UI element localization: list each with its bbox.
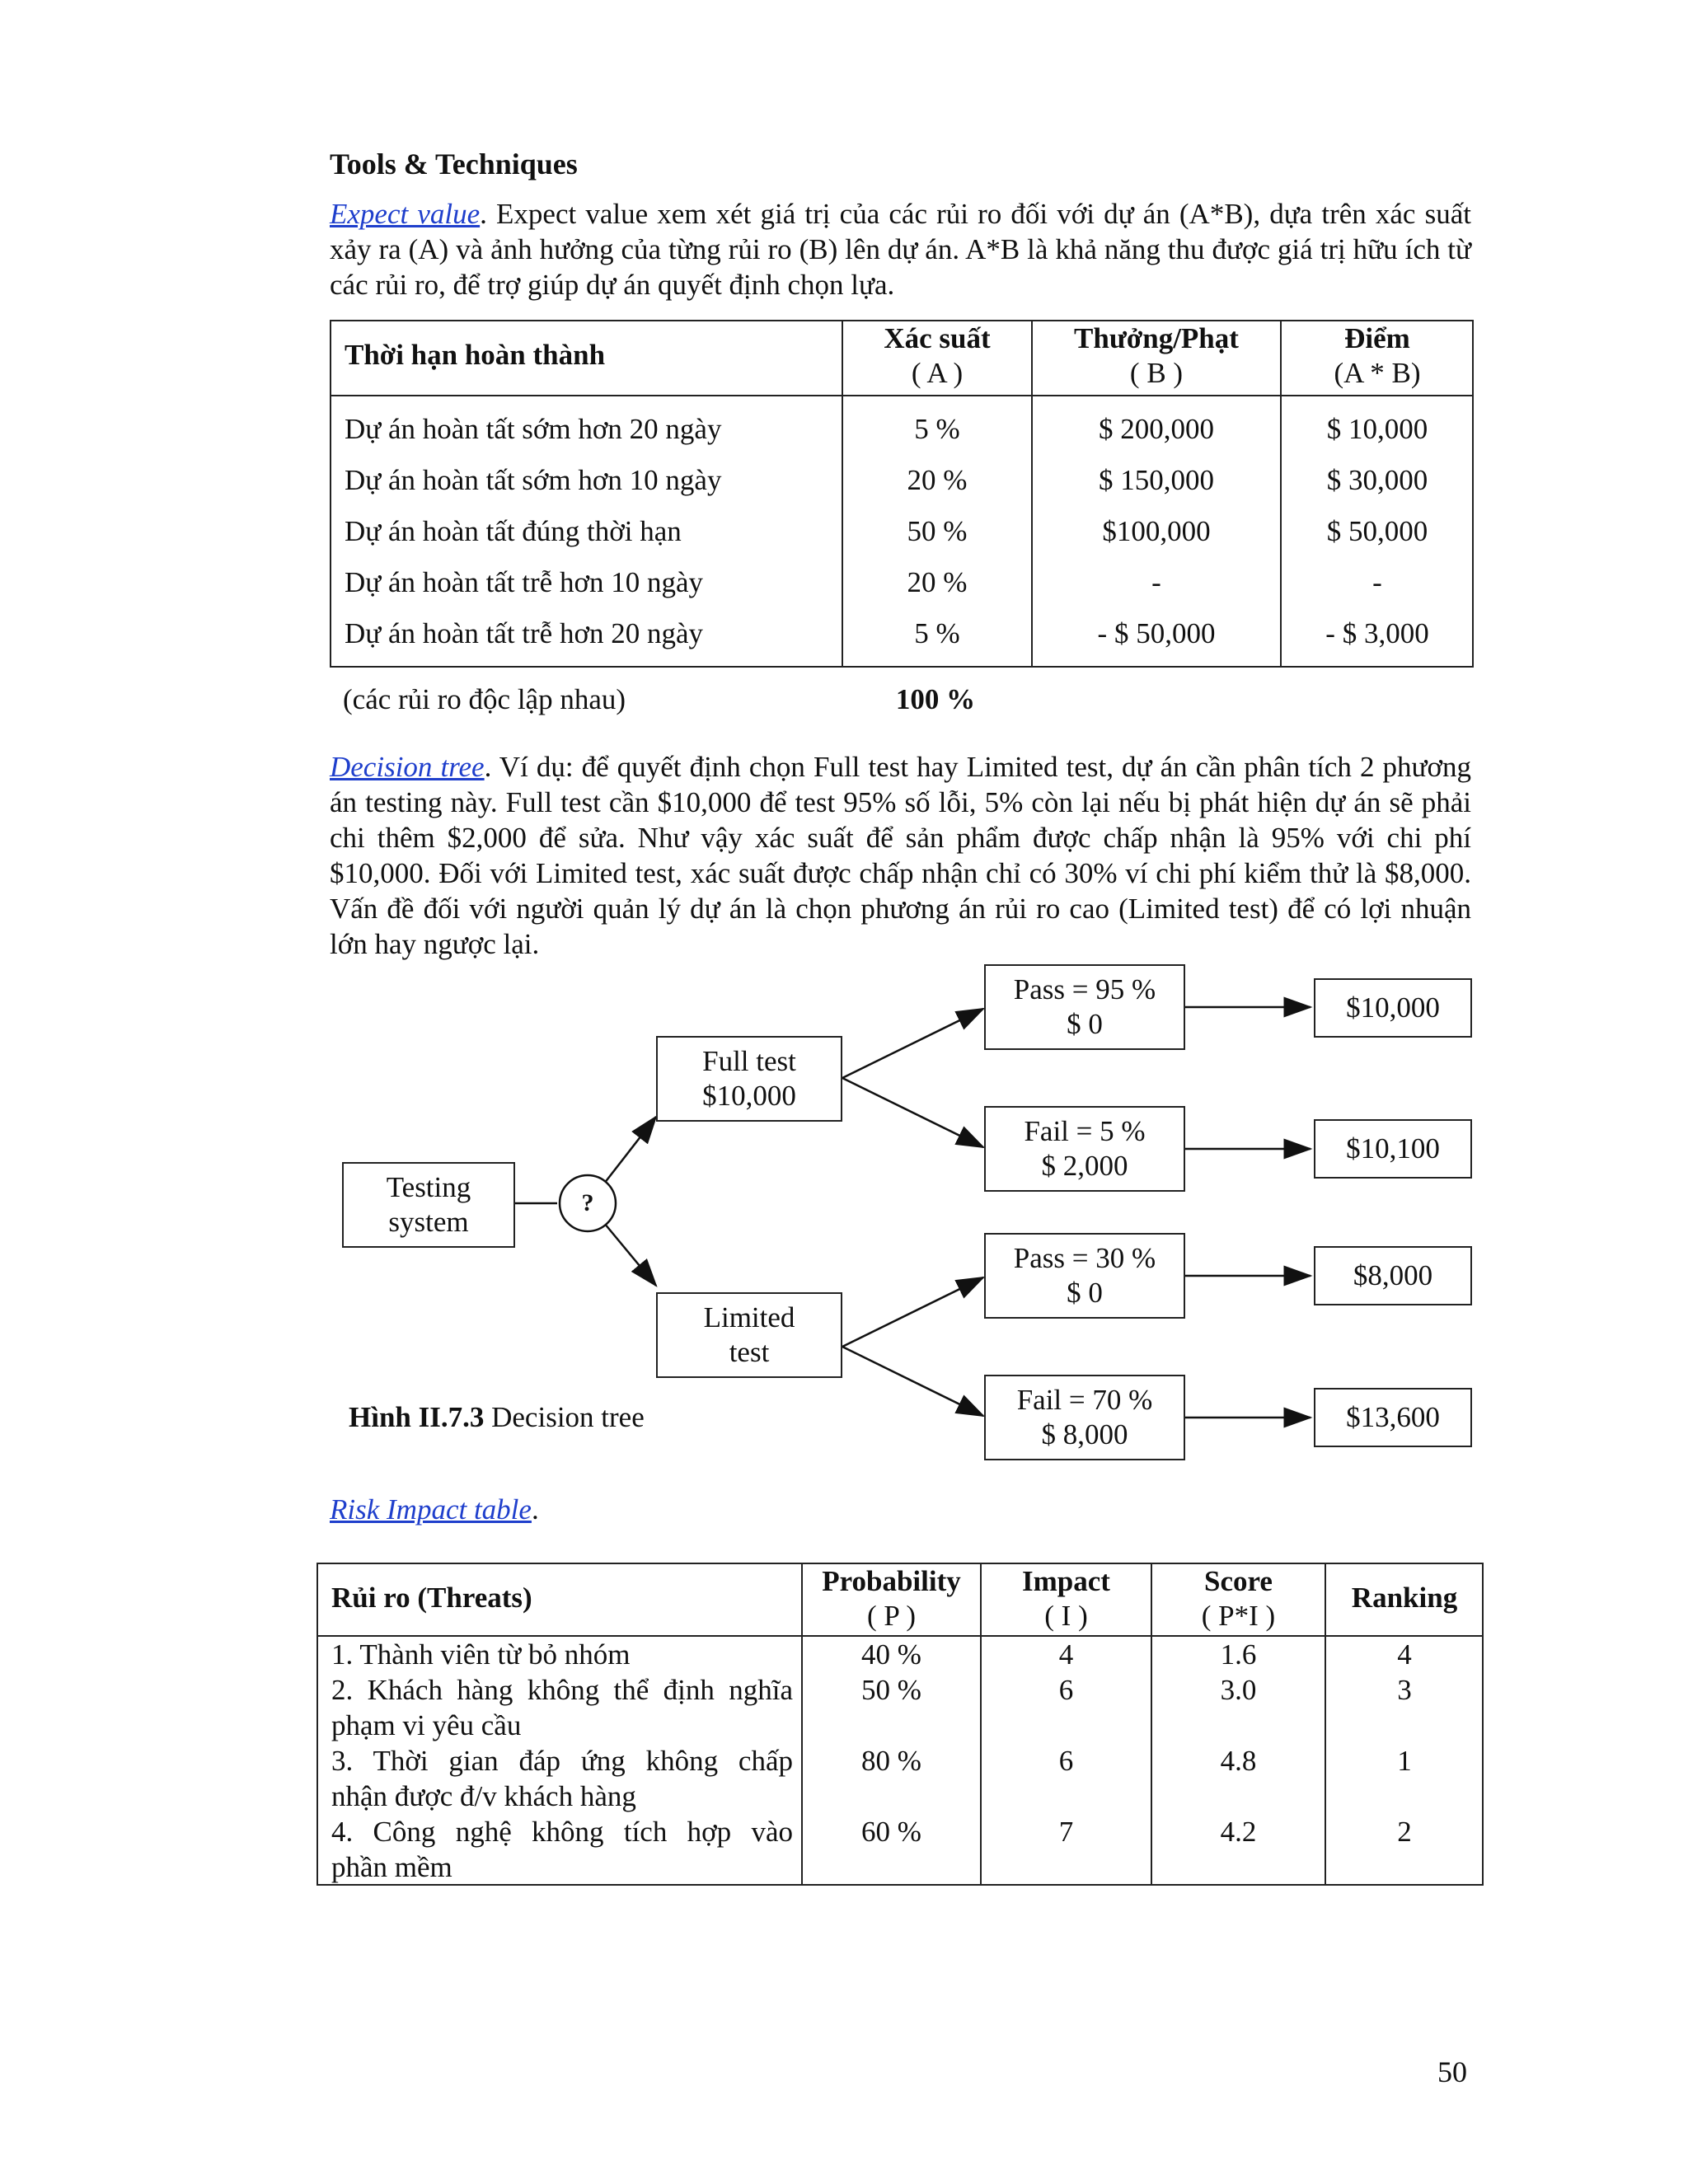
outcome-fail-5-node: Fail = 5 % $ 2,000: [984, 1106, 1185, 1192]
risk-row-3-p: 80 %: [861, 1745, 921, 1777]
ev-row-4-label: Dự án hoàn tất trễ hơn 10 ngày: [345, 566, 704, 598]
expect-value-paragraph: [330, 196, 1471, 302]
decision-to-limited-arrow: [604, 1223, 656, 1286]
expect-value-link[interactable]: Expect value: [330, 198, 481, 230]
ev-row-3-a: 50 %: [907, 515, 968, 547]
decision-tree-text: . Ví dụ: để quyết định chọn Full test hay Limited test, dự án cần phân tích 2 phương án testing này. Full test cần $10,000 để test 95% số lỗi, 5% còn lại nếu bị phát hiện dự án sẽ phải chi thêm $2,000 để sửa. Như vậy xác suất để sản phẩm được chấp nhận là 95% với chi phí $10,000. Đối với Limited test, xác suất được chấp nhận chỉ có 30% ví chi phí kiểm thử là $8,000. Vấn đề đối với người quản lý dự án là chọn phương án rủi ro cao (Limited test) để có lợi nhuận lớn hay ngược lại.: [330, 751, 1472, 960]
expect-value-text: . Expect value xem xét giá trị của các rủi ro đối với dự án (A*B), dựa trên xác suất xảy ra (A) và ảnh hưởng của từng rủi ro (B) lên dự án. A*B là khả năng thu được giá trị hữu ích từ các rủi ro, để trợ giúp dự án quyết định chọn lựa.: [330, 198, 1471, 301]
risk-row-4-threat: 4. Công nghệ không tích hợp vào phần mềm: [331, 1816, 793, 1883]
ev-row-1-label: Dự án hoàn tất sớm hơn 20 ngày: [345, 413, 722, 445]
ev-row-4-a: 20 %: [907, 566, 968, 598]
ev-row-1-b: $ 200,000: [1099, 413, 1214, 445]
risk-row-1-rank: 4: [1397, 1638, 1412, 1671]
outcome-fail-70-node: Fail = 70 % $ 8,000: [984, 1375, 1185, 1460]
ev-row-1-ab: $ 10,000: [1326, 413, 1428, 445]
risk-row-2-rank: 3: [1397, 1674, 1412, 1706]
risk-row-3-rank: 1: [1397, 1745, 1412, 1777]
risk-row-3-i: 6: [1058, 1745, 1074, 1777]
ev-row-2-label: Dự án hoàn tất sớm hơn 10 ngày: [345, 464, 722, 496]
ev-header-1: Thời hạn hoàn thành: [345, 339, 606, 371]
ev-row-5-label: Dự án hoàn tất trễ hơn 20 ngày: [345, 617, 704, 649]
risk-row-3-score: 4.8: [1220, 1745, 1257, 1777]
decision-to-full-arrow: [604, 1117, 656, 1183]
risk-impact-heading: Risk Impact table.: [330, 1493, 539, 1526]
risk-impact-table: [316, 1563, 1484, 1886]
risk-header-impact: Impact ( I ): [1022, 1565, 1110, 1632]
risk-header-threats: Rủi ro (Threats): [331, 1582, 532, 1614]
risk-row-4-rank: 2: [1397, 1816, 1412, 1848]
ev-row-5-a: 5 %: [914, 617, 960, 649]
risk-header-probability: Probability ( P ): [822, 1565, 961, 1632]
ev-row-1-a: 5 %: [914, 413, 960, 445]
risk-row-1-score: 1.6: [1220, 1638, 1257, 1671]
outcome-pass-30-node: Pass = 30 % $ 0: [984, 1233, 1185, 1319]
result-8000-node: $8,000: [1314, 1246, 1472, 1305]
ev-row-5-b: - $ 50,000: [1097, 617, 1216, 649]
risk-header-score: Score ( P*I ): [1201, 1565, 1276, 1632]
figure-caption: Hình II.7.3 Decision tree: [349, 1401, 645, 1433]
risk-row-2-i: 6: [1058, 1674, 1074, 1706]
root-node-testing-system: Testing system: [342, 1162, 515, 1248]
page-number: 50: [1437, 2055, 1467, 2088]
ev-row-2-ab: $ 30,000: [1326, 464, 1428, 496]
risk-header-ranking: Ranking: [1351, 1582, 1458, 1614]
result-10000-node: $10,000: [1314, 978, 1472, 1038]
ev-header-4: Điểm (A * B): [1334, 322, 1421, 389]
ev-header-3: Thưởng/Phạt ( B ): [1074, 322, 1239, 389]
limited-to-fail-arrow: [842, 1347, 983, 1416]
risk-row-1-i: 4: [1058, 1638, 1074, 1671]
decision-node-label: ?: [581, 1189, 594, 1216]
limited-to-pass-arrow: [842, 1277, 983, 1347]
risk-row-2-score: 3.0: [1220, 1674, 1257, 1706]
ev-row-4-b: -: [1151, 566, 1161, 598]
ev-row-2-a: 20 %: [907, 464, 968, 496]
section-heading: Tools & Techniques: [330, 148, 578, 180]
full-test-node: Full test $10,000: [656, 1036, 842, 1122]
ev-footer-total: 100 %: [895, 683, 976, 715]
ev-header-2: Xác suất ( A ): [884, 322, 991, 389]
full-to-fail-arrow: [842, 1078, 983, 1147]
outcome-pass-95-node: Pass = 95 % $ 0: [984, 964, 1185, 1050]
risk-impact-link[interactable]: Risk Impact table: [330, 1493, 532, 1526]
expected-value-table: [330, 320, 1474, 668]
result-10100-node: $10,100: [1314, 1119, 1472, 1179]
risk-row-4-i: 7: [1058, 1816, 1074, 1848]
ev-row-3-label: Dự án hoàn tất đúng thời hạn: [345, 515, 682, 547]
limited-test-node: Limited test: [656, 1292, 842, 1378]
result-13600-node: $13,600: [1314, 1388, 1472, 1447]
risk-row-1-p: 40 %: [861, 1638, 921, 1671]
ev-row-5-ab: - $ 3,000: [1325, 617, 1429, 649]
risk-row-1-threat: 1. Thành viên từ bỏ nhóm: [331, 1638, 631, 1671]
ev-row-3-ab: $ 50,000: [1326, 515, 1428, 547]
ev-row-3-b: $100,000: [1102, 515, 1211, 547]
risk-row-3-threat: 3. Thời gian đáp ứng không chấp nhận được đ/v khách hàng: [331, 1745, 793, 1812]
risk-row-2-threat: 2. Khách hàng không thể định nghĩa phạm vi yêu cầu: [331, 1674, 793, 1741]
full-to-pass-arrow: [842, 1009, 983, 1078]
risk-row-4-score: 4.2: [1220, 1816, 1257, 1848]
decision-tree-link[interactable]: Decision tree: [330, 751, 485, 783]
risk-row-2-p: 50 %: [861, 1674, 921, 1706]
risk-row-4-p: 60 %: [861, 1816, 921, 1848]
ev-row-4-ab: -: [1372, 566, 1382, 598]
ev-footer-note: (các rủi ro độc lập nhau): [343, 683, 626, 715]
ev-row-2-b: $ 150,000: [1099, 464, 1214, 496]
decision-tree-paragraph: [330, 749, 1471, 962]
